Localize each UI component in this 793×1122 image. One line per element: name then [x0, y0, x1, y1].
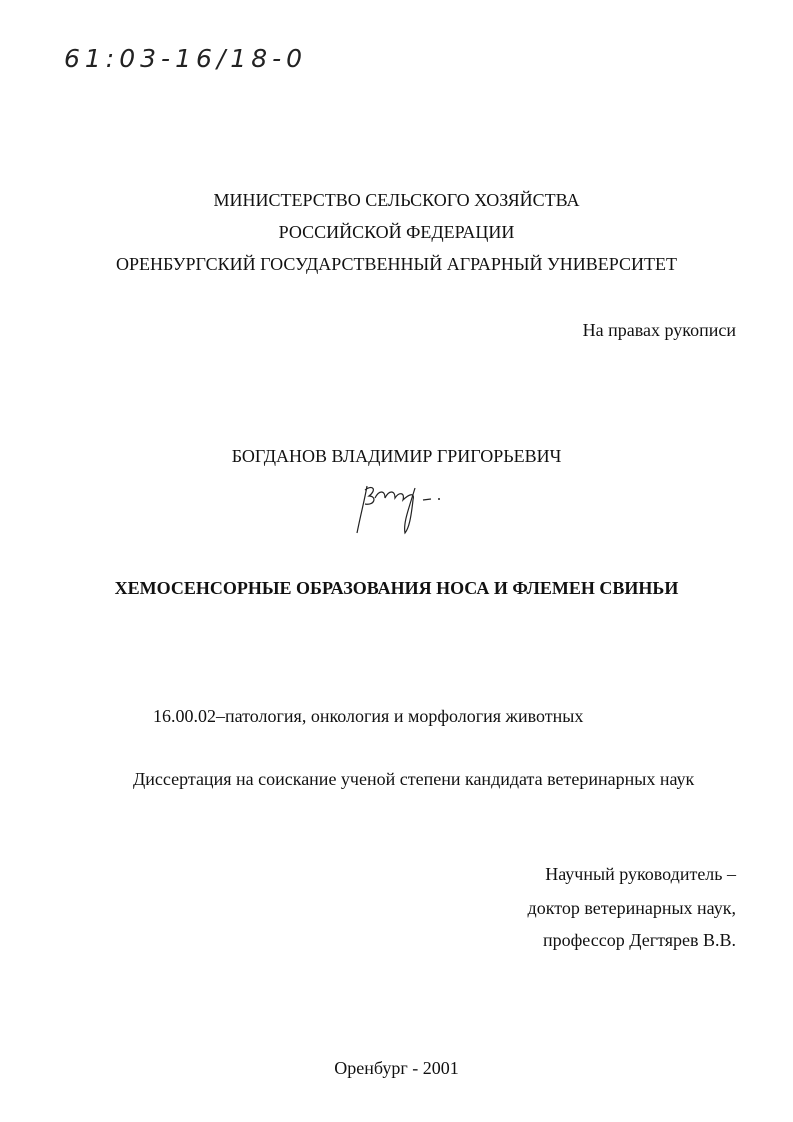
supervisor-degree: доктор ветеринарных наук,	[527, 898, 736, 918]
ministry-line: МИНИСТЕРСТВО СЕЛЬСКОГО ХОЗЯЙСТВА	[213, 190, 580, 210]
university-line: ОРЕНБУРГСКИЙ ГОСУДАРСТВЕННЫЙ АГРАРНЫЙ УНИВЕРСИТЕТ	[116, 254, 677, 274]
place-year: Оренбург - 2001	[334, 1058, 459, 1078]
supervisor-label: Научный руководитель –	[545, 864, 736, 884]
dissertation-title: ХЕМОСЕНСОРНЫЕ ОБРАЗОВАНИЯ НОСА И ФЛЕМЕН СВИНЬИ	[114, 578, 679, 598]
federation-line: РОССИЙСКОЙ ФЕДЕРАЦИИ	[278, 222, 515, 242]
supervisor-name: профессор Дегтярев В.В.	[543, 930, 736, 950]
manuscript-note: На правах рукописи	[582, 320, 736, 340]
archive-number-handwritten: 61:03-16/18-0	[64, 44, 308, 73]
specialty-code: 16.00.02–патология, онкология и морфология животных	[153, 706, 584, 726]
degree-statement: Диссертация на соискание ученой степени кандидата ветеринарных наук	[133, 769, 695, 789]
author-name: БОГДАНОВ ВЛАДИМИР ГРИГОРЬЕВИЧ	[231, 446, 562, 466]
author-signature	[355, 478, 450, 538]
